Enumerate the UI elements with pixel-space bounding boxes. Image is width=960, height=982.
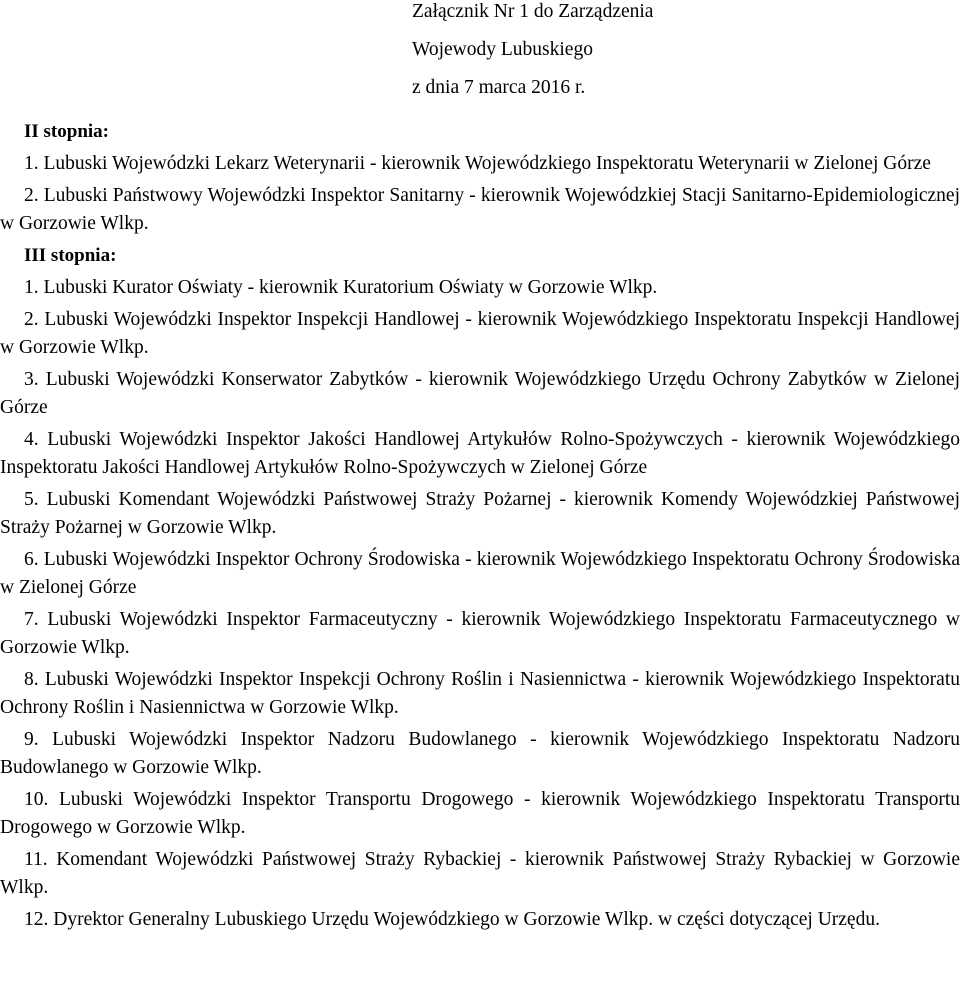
item-text: Lubuski Wojewódzki Lekarz Weterynarii - kierownik Wojewódzkiego Inspektoratu Weterynarii w Zielonej Górze bbox=[43, 153, 931, 174]
header-line-annex: Załącznik Nr 1 do Zarządzenia bbox=[412, 1, 654, 22]
item-text: Lubuski Wojewódzki Inspektor Nadzoru Budowlanego - kierownik Wojewódzkiego Inspektoratu Nadzoru Budowlanego w Gorzowie Wlkp. bbox=[0, 729, 960, 778]
item-number: 6. bbox=[24, 549, 39, 570]
item-text: Lubuski Wojewódzki Inspektor Inspekcji Ochrony Roślin i Nasiennictwa - kierownik Wojewódzkiego Inspektoratu Ochrony Roślin i Nasiennictwa w Gorzowie Wlkp. bbox=[0, 669, 960, 718]
section-heading: III stopnia: bbox=[24, 245, 117, 266]
item-text: Dyrektor Generalny Lubuskiego Urzędu Wojewódzkiego w Gorzowie Wlkp. w części dotyczącej Urzędu. bbox=[53, 909, 880, 930]
list-item bbox=[0, 846, 960, 902]
item-number: 2. bbox=[24, 309, 39, 330]
list-item bbox=[0, 366, 960, 422]
document-header bbox=[412, 0, 912, 114]
item-text: Lubuski Wojewódzki Inspektor Ochrony Środowiska - kierownik Wojewódzkiego Inspektoratu Ochrony Środowiska w Zielonej Górze bbox=[0, 549, 960, 598]
item-number: 7. bbox=[24, 609, 39, 630]
item-text: Lubuski Wojewódzki Inspektor Transportu Drogowego - kierownik Wojewódzkiego Inspektoratu Transportu Drogowego w Gorzowie Wlkp. bbox=[0, 789, 960, 838]
item-text: Lubuski Wojewódzki Inspektor Inspekcji Handlowej - kierownik Wojewódzkiego Inspektoratu Inspekcji Handlowej w Gorzowie Wlkp. bbox=[0, 309, 960, 358]
item-number: 12. bbox=[24, 909, 49, 930]
list-item bbox=[0, 546, 960, 602]
item-text: Lubuski Wojewódzki Inspektor Jakości Handlowej Artykułów Rolno-Spożywczych - kierownik Wojewódzkiego Inspektoratu Jakości Handlowej Artykułów Rolno-Spożywczych w Zielonej Górze bbox=[0, 429, 960, 478]
list-item bbox=[0, 426, 960, 482]
item-number: 9. bbox=[24, 729, 39, 750]
item-number: 1. bbox=[24, 153, 39, 174]
item-number: 1. bbox=[24, 277, 39, 298]
list-item bbox=[0, 726, 960, 782]
list-item bbox=[0, 606, 960, 662]
item-number: 8. bbox=[24, 669, 39, 690]
list-item bbox=[0, 150, 960, 178]
item-text: Komendant Wojewódzki Państwowej Straży Rybackiej - kierownik Państwowej Straży Rybackiej w Gorzowie Wlkp. bbox=[0, 849, 960, 898]
header-line-date: z dnia 7 marca 2016 r. bbox=[412, 77, 586, 98]
document-body bbox=[0, 118, 960, 938]
list-item bbox=[0, 306, 960, 362]
item-number: 4. bbox=[24, 429, 39, 450]
item-number: 11. bbox=[24, 849, 48, 870]
item-text: Lubuski Państwowy Wojewódzki Inspektor Sanitarny - kierownik Wojewódzkiej Stacji Sanitarno-Epidemiologicznej w Gorzowie Wlkp. bbox=[0, 185, 960, 234]
item-text: Lubuski Wojewódzki Inspektor Farmaceutyczny - kierownik Wojewódzkiego Inspektoratu Farmaceutycznego w Gorzowie Wlkp. bbox=[0, 609, 960, 658]
list-item bbox=[0, 906, 960, 934]
list-item bbox=[0, 274, 960, 302]
list-item bbox=[0, 666, 960, 722]
item-number: 2. bbox=[24, 185, 39, 206]
item-number: 3. bbox=[24, 369, 39, 390]
item-text: Lubuski Kurator Oświaty - kierownik Kuratorium Oświaty w Gorzowie Wlkp. bbox=[43, 277, 658, 298]
header-line-issuer: Wojewody Lubuskiego bbox=[412, 39, 593, 60]
item-number: 10. bbox=[24, 789, 49, 810]
list-item bbox=[0, 786, 960, 842]
item-number: 5. bbox=[24, 489, 39, 510]
list-item bbox=[0, 182, 960, 238]
list-item bbox=[0, 486, 960, 542]
item-text: Lubuski Komendant Wojewódzki Państwowej Straży Pożarnej - kierownik Komendy Wojewódzkiej Państwowej Straży Pożarnej w Gorzowie Wlkp. bbox=[0, 489, 960, 538]
section-heading: II stopnia: bbox=[24, 121, 109, 142]
item-text: Lubuski Wojewódzki Konserwator Zabytków - kierownik Wojewódzkiego Urzędu Ochrony Zabytków w Zielonej Górze bbox=[0, 369, 960, 418]
section-second-degree bbox=[0, 118, 960, 238]
section-third-degree bbox=[0, 242, 960, 934]
